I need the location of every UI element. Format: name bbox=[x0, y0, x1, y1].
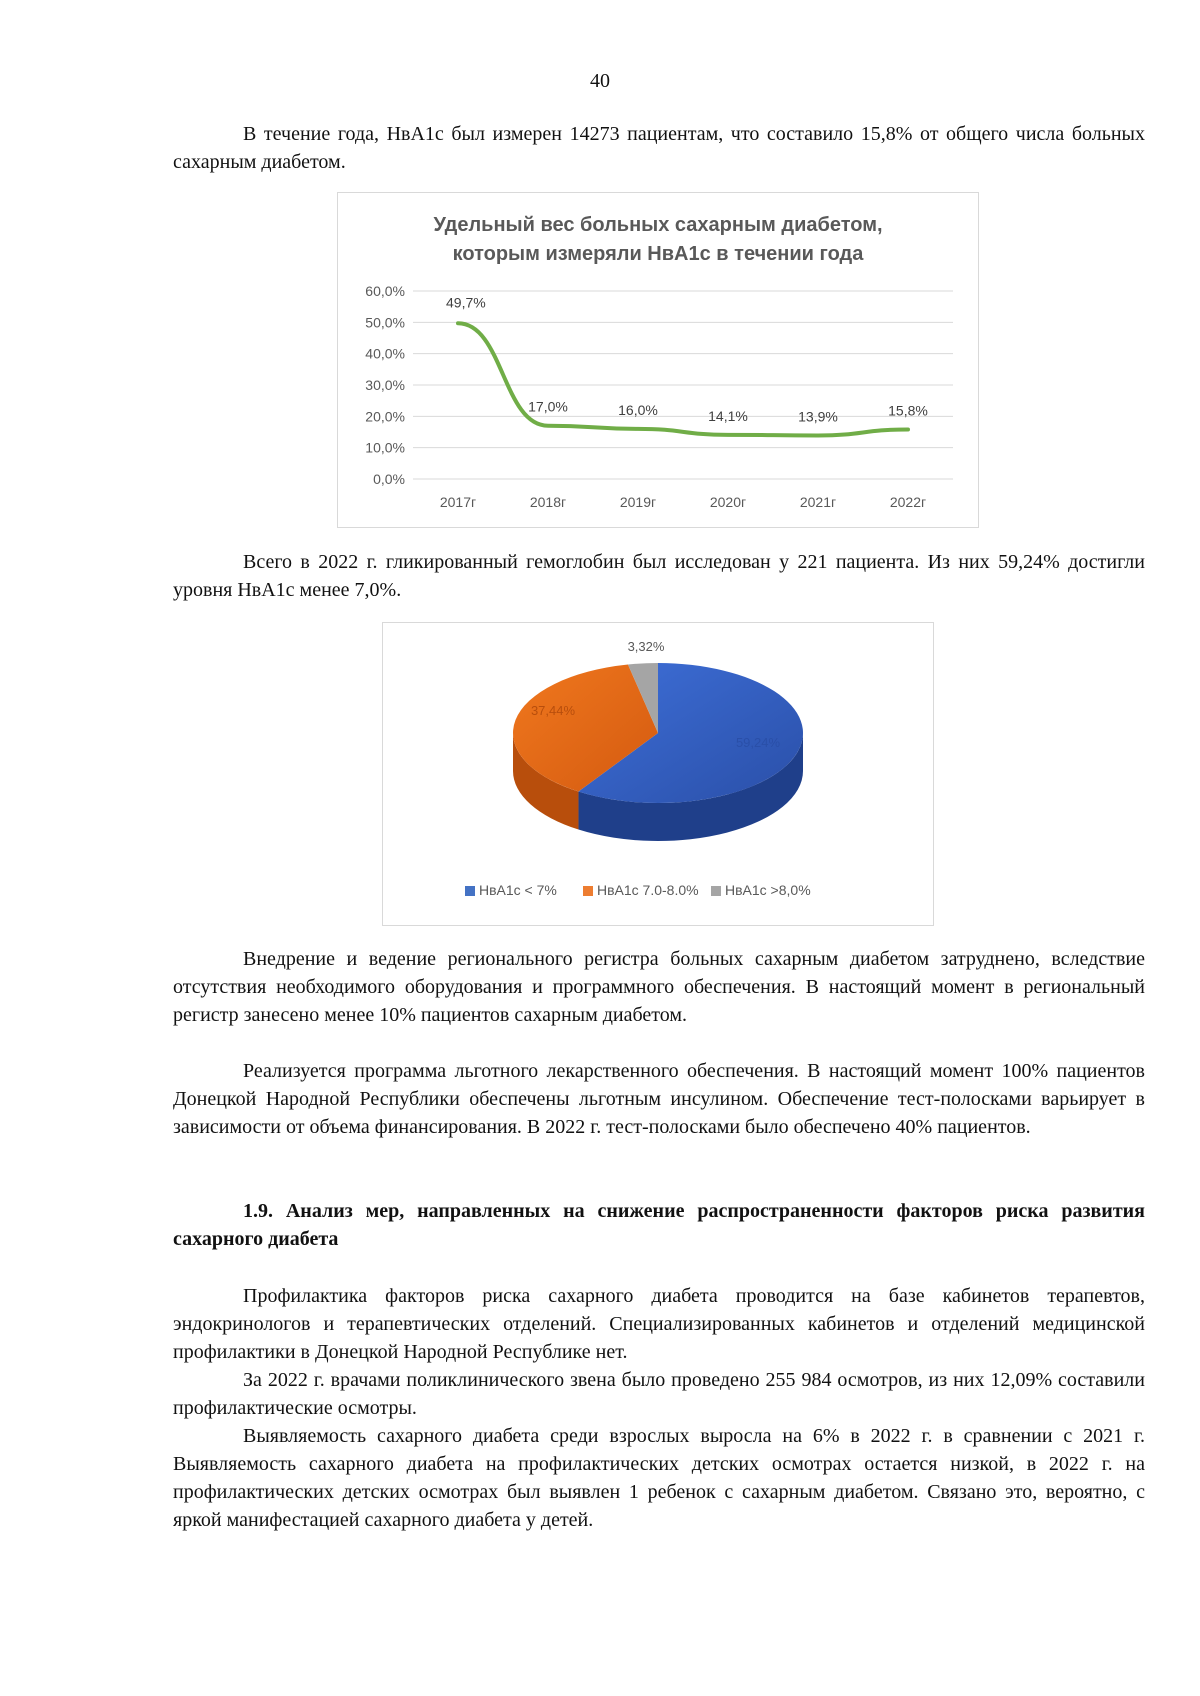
x-tick-label: 2018г bbox=[529, 494, 567, 510]
paragraph-examinations: За 2022 г. врачами поликлинического звена было проведено 255 984 осмотров, из них 12,09% составили профилактические осмотры. bbox=[173, 1369, 1145, 1419]
series-line bbox=[458, 323, 908, 435]
data-label: 17,0% bbox=[528, 398, 568, 415]
data-label: 49,7% bbox=[446, 294, 486, 311]
legend-swatch bbox=[711, 886, 721, 896]
y-tick-label: 20,0% bbox=[365, 408, 405, 425]
paragraph-hba1c-measured: В течение года, НвА1с был измерен 14273 пациентам, что составило 15,8% от общего числа больных сахарным диабетом. bbox=[173, 123, 1145, 173]
y-tick-label: 50,0% bbox=[365, 314, 405, 331]
line-chart-container bbox=[337, 192, 979, 528]
line-chart bbox=[338, 193, 978, 527]
y-tick-label: 40,0% bbox=[365, 345, 405, 362]
x-tick-label: 2017г bbox=[439, 494, 477, 510]
x-tick-label: 2021г bbox=[799, 494, 837, 510]
pie-data-label: 37,44% bbox=[530, 703, 576, 718]
x-tick-label: 2019г bbox=[619, 494, 657, 510]
pie-data-label: 59,24% bbox=[735, 735, 781, 750]
paragraph-glycated-hemoglobin: Всего в 2022 г. гликированный гемоглобин был исследован у 221 пациента. Из них 59,24% достигли уровня НвА1с менее 7,0%. bbox=[173, 551, 1145, 601]
data-label: 16,0% bbox=[618, 401, 658, 418]
legend-swatch bbox=[465, 886, 475, 896]
paragraph-drug-supply: Реализуется программа льготного лекарственного обеспечения. В настоящий момент 100% пациентов Донецкой Народной Республики обеспечены льготным инсулином. Обеспечение тест-полосками варьирует в зависимости от объема финансирования. В 2022 г. тест-полосками было обеспечено 40% пациентов. bbox=[173, 1060, 1145, 1138]
legend-swatch bbox=[583, 886, 593, 896]
legend-label: НвА1с < 7% bbox=[479, 882, 557, 898]
y-tick-label: 10,0% bbox=[365, 439, 405, 456]
line-chart-title-line1: Удельный вес больных сахарным диабетом, bbox=[433, 214, 883, 236]
pie-data-label: 3,32% bbox=[627, 639, 665, 654]
page-number: 40 bbox=[590, 70, 610, 92]
paragraph-detection: Выявляемость сахарного диабета среди взрослых выросла на 6% в 2022 г. в сравнении с 2021 г. Выявляемость сахарного диабета на профилактических детских осмотрах остается низкой, в 2022 г. на профилактических детских осмотрах был выявлен 1 ребенок с сахарным диабетом. Связано это, вероятно, с яркой манифестацией сахарного диабета у детей. bbox=[173, 1425, 1145, 1531]
y-tick-label: 30,0% bbox=[365, 377, 405, 393]
legend-label: НвА1с 7.0-8.0% bbox=[597, 882, 699, 898]
paragraph-registry: Внедрение и ведение регионального регистра больных сахарным диабетом затруднено, вследствие отсутствия необходимого оборудования и программного обеспечения. В настоящий момент в региональный регистр занесено менее 10% пациентов сахарным диабетом. bbox=[173, 948, 1145, 1026]
paragraph-prevention: Профилактика факторов риска сахарного диабета проводится на базе кабинетов терапевтов, эндокринологов и терапевтических отделений. Специализированных кабинетов и отделений медицинской профилактики в Донецкой Народной Республике нет. bbox=[173, 1285, 1145, 1363]
x-tick-label: 2022г bbox=[889, 494, 927, 510]
y-tick-label: 0,0% bbox=[373, 471, 405, 487]
data-label: 14,1% bbox=[708, 407, 748, 424]
x-tick-label: 2020г bbox=[709, 494, 747, 510]
pie-chart-container bbox=[382, 622, 934, 926]
section-heading: 1.9. Анализ мер, направленных на снижение распространенности факторов риска развития сахарного диабета bbox=[173, 1200, 1145, 1250]
data-label: 13,9% bbox=[798, 408, 838, 425]
y-tick-label: 60,0% bbox=[365, 283, 405, 299]
pie-chart bbox=[383, 623, 933, 925]
data-label: 15,8% bbox=[888, 402, 928, 419]
line-chart-title-line2: которым измеряли НвА1с в течении года bbox=[452, 243, 864, 265]
legend-label: НвА1с >8,0% bbox=[725, 882, 811, 898]
